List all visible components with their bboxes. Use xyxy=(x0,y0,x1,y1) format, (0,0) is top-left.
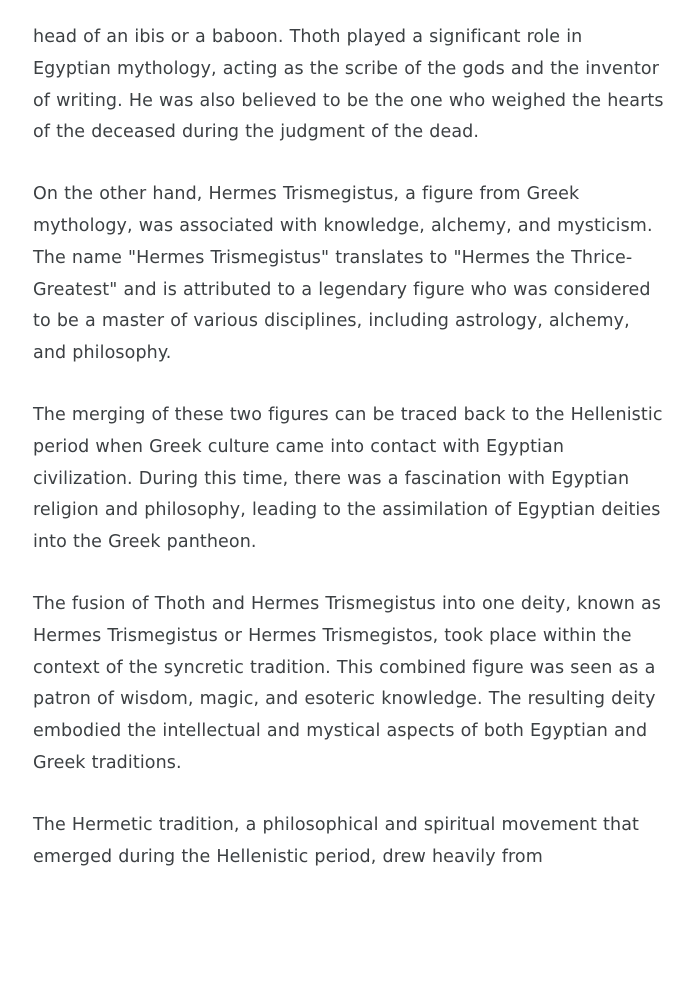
paragraph-4: The fusion of Thoth and Hermes Trismegistus into one deity, known as Hermes Trismegistus or Hermes Trismegistos, took place within the context of the syncretic tradition. This combined figure was seen as a patron of wisdom, magic, and esoteric knowledge. The resulting deity embodied the intellectual and mystical aspects of both Egyptian and Greek traditions. xyxy=(33,593,661,773)
article-body xyxy=(33,22,665,873)
paragraph-2: On the other hand, Hermes Trismegistus, a figure from Greek mythology, was associated with knowledge, alchemy, and mysticism. The name "Hermes Trismegistus" translates to "Hermes the Thrice-Greatest" and is attributed to a legendary figure who was considered to be a master of various disciplines, including astrology, alchemy, and philosophy. xyxy=(33,184,653,364)
paragraph-1: head of an ibis or a baboon. Thoth played a significant role in Egyptian mythology, acting as the scribe of the gods and the inventor of writing. He was also believed to be the one who weighed the hearts of the deceased during the judgment of the dead. xyxy=(33,27,664,143)
paragraph-5: The Hermetic tradition, a philosophical and spiritual movement that emerged during the Hellenistic period, drew heavily from xyxy=(33,814,639,867)
paragraph-3: The merging of these two figures can be traced back to the Hellenistic period when Greek culture came into contact with Egyptian civilization. During this time, there was a fascination with Egyptian religion and philosophy, leading to the assimilation of Egyptian deities into the Greek pantheon. xyxy=(33,404,663,553)
